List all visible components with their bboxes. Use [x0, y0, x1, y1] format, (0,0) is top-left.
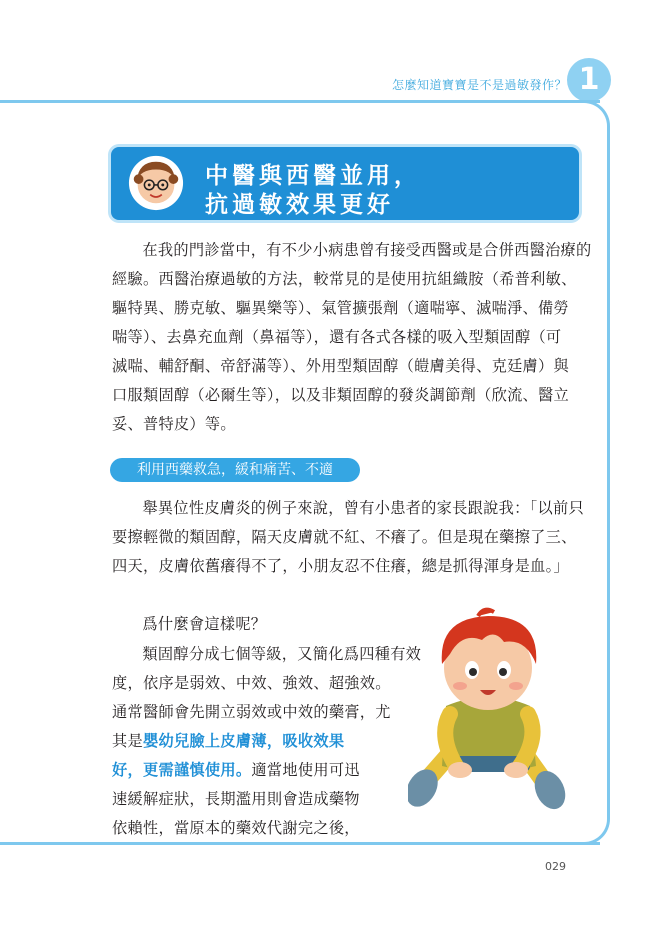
- paragraph-line: 舉異位性皮膚炎的例子來說，曾有小患者的家長跟說我：「以前只: [142, 499, 584, 517]
- body-paragraph-4: [112, 640, 422, 843]
- paragraph-line: 速緩解症狀，長期濫用則會造成藥物: [112, 790, 360, 808]
- paragraph-line: 類固醇分成七個等級，又簡化爲四種有效: [142, 645, 422, 663]
- boy-illustration: [408, 606, 568, 811]
- page-number: 029: [545, 860, 566, 873]
- paragraph-line: 通常醫師會先開立弱效或中效的藥膏，尤: [112, 703, 391, 721]
- plain-text: 適當地使用可迅: [251, 761, 360, 779]
- paragraph-line: 滅喘、輔舒酮、帝舒滿等）、外用型類固醇（皚膚美得、克廷膚）與: [112, 357, 570, 375]
- banner-title-line-1: 中醫與西醫並用，: [205, 163, 421, 189]
- paragraph-line: 在我的門診當中，有不少小病患曾有接受西醫或是合併西醫治療的: [142, 241, 592, 259]
- body-paragraph-3: [112, 610, 412, 639]
- highlighted-text: 嬰幼兒臉上皮膚薄，吸收效果: [142, 732, 345, 750]
- paragraph-line: 經驗。西醫治療過敏的方法，較常見的是使用抗組織胺（希普利敏、: [112, 270, 577, 288]
- paragraph-line: 妥、普特皮）等。: [112, 415, 236, 433]
- banner-title-line-2: 抗過敏效果更好: [205, 192, 394, 218]
- section-title-banner: [111, 147, 579, 220]
- body-paragraph-2: [112, 494, 584, 581]
- doctor-avatar-icon: [127, 154, 185, 212]
- paragraph-line: [112, 727, 412, 756]
- highlighted-text: 好，更需謹慎使用。: [112, 761, 252, 779]
- paragraph-line: 四天，皮膚依舊癢得不了，小朋友忍不住癢，總是抓得渾身是血。」: [112, 557, 570, 575]
- paragraph-line: 喘等）、去鼻充血劑（鼻福等），還有各式各樣的吸入型類固醇（可: [112, 328, 562, 346]
- running-header: 怎麼知道寶寶是不是過敏發作？: [391, 78, 567, 92]
- paragraph-line: 度，依序是弱效、中效、強效、超強效。: [112, 674, 391, 692]
- paragraph-line: 口服類固醇（必爾生等），以及非類固醇的發炎調節劑（欣流、醫立: [112, 386, 570, 404]
- plain-text: 其是: [112, 732, 143, 750]
- paragraph-line: 依賴性，當原本的藥效代謝完之後，: [112, 819, 360, 837]
- body-paragraph-1: [112, 236, 592, 439]
- paragraph-line: 要擦輕微的類固醇，隔天皮膚就不紅、不癢了。但是現在藥擦了三、: [112, 528, 577, 546]
- paragraph-line: [112, 756, 412, 785]
- paragraph-line: 驅特異、勝克敏、驅異樂等）、氣管擴張劑（適喘寧、滅喘淨、備勞: [112, 299, 570, 317]
- section-heading-pill: 利用西藥救急，緩和痛苦、不適: [110, 458, 360, 482]
- paragraph-line: 爲什麼會這樣呢？: [142, 615, 267, 633]
- chapter-number-badge: 1: [567, 58, 611, 102]
